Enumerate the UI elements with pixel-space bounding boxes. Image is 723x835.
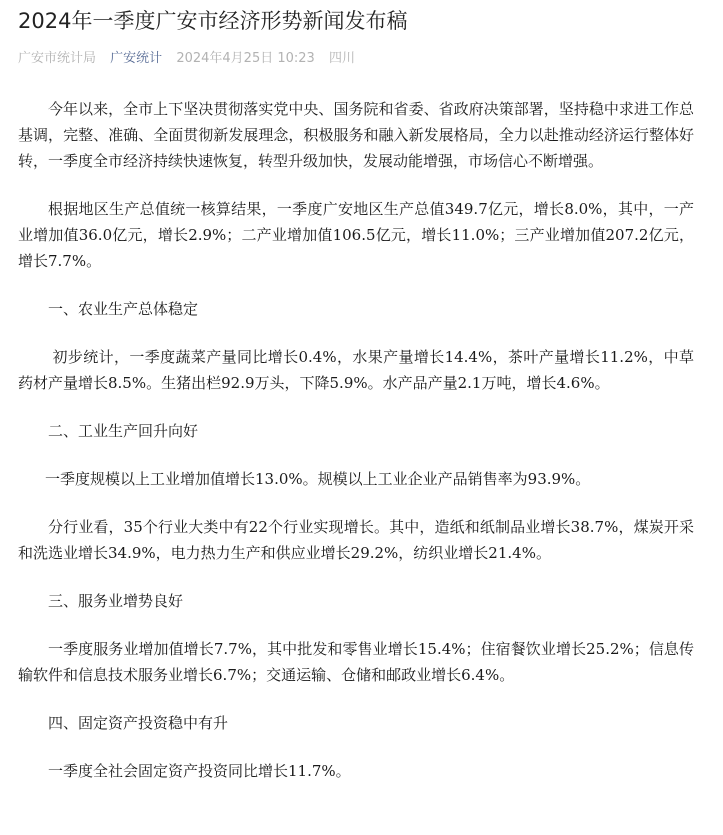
article-meta: [18, 50, 365, 68]
intro-paragraph: 今年以来，全市上下坚决贯彻落实党中央、国务院和省委、省政府决策部署，坚持稳中求进工作总基调，完整、准确、全面贯彻新发展理念，积极服务和融入新发展格局，全力以赴推动经济运行整体好转，一季度全市经济持续快速恢复，转型升级加快，发展动能增强，市场信心不断增强。: [18, 100, 694, 170]
publish-location: 四川: [328, 51, 355, 66]
publish-datetime: 2024年4月25日 10:23: [176, 51, 315, 66]
article-title: 2024年一季度广安市经济形势新闻发布稿: [18, 9, 408, 33]
account-name-link[interactable]: 广安统计: [110, 51, 163, 66]
investment-paragraph: 一季度全社会固定资产投资同比增长11.7%。: [48, 762, 351, 780]
section-heading-agriculture: 一、农业生产总体稳定: [48, 300, 199, 318]
section-heading-industry: 二、工业生产回升向好: [48, 422, 199, 440]
agriculture-paragraph: 初步统计，一季度蔬菜产量同比增长0.4%，水果产量增长14.4%，茶叶产量增长11.2%，中草药材产量增长8.5%。生猪出栏92.9万头，下降5.9%。水产品产量2.1万吨，增长4.6%。: [18, 348, 694, 392]
industry-sector-paragraph: 分行业看，35个行业大类中有22个行业实现增长。其中，造纸和纸制品业增长38.7%，煤炭开采和洗选业增长34.9%，电力热力生产和供应业增长29.2%，纺织业增长21.4%。: [18, 518, 694, 562]
industry-paragraph: 一季度规模以上工业增加值增长13.0%。规模以上工业企业产品销售率为93.9%。: [45, 470, 591, 488]
section-heading-investment: 四、固定资产投资稳中有升: [48, 714, 229, 732]
author-name: 广安市统计局: [18, 51, 97, 66]
gdp-paragraph: 根据地区生产总值统一核算结果，一季度广安地区生产总值349.7亿元，增长8.0%，其中，一产业增加值36.0亿元，增长2.9%；二产业增加值106.5亿元，增长11.0%；三产业增加值207.2亿元，增长7.7%。: [18, 200, 694, 270]
services-paragraph: 一季度服务业增加值增长7.7%，其中批发和零售业增长15.4%；住宿餐饮业增长25.2%；信息传输软件和信息技术服务业增长6.7%；交通运输、仓储和邮政业增长6.4%。: [18, 640, 694, 684]
article-content: [18, 96, 694, 806]
section-heading-services: 三、服务业增势良好: [48, 592, 184, 610]
